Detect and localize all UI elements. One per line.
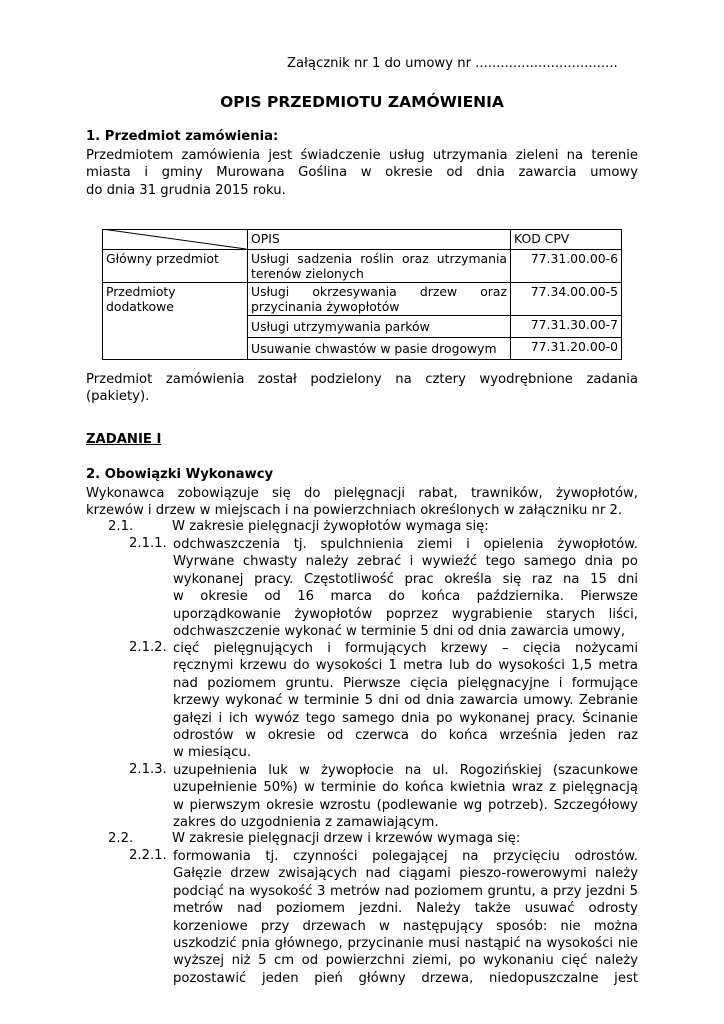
text-line: formowania tj. czynności polegającej na przycięciu odrostów.: [173, 849, 638, 864]
text-line: krzewy wykonać w terminie 5 dni od dnia zawarcia umowy. Zebranie: [173, 693, 638, 709]
table-cell-kod: 77.34.00.00-5: [511, 283, 622, 316]
item-2-1-3-body: [173, 762, 638, 832]
text-line: odchwaszczenia tj. spulchnienia ziemi i opielenia żywopłotów.: [173, 537, 638, 552]
split-paragraph: [86, 371, 638, 406]
table-row: [103, 250, 622, 283]
text-line: odrostów w okresie od czerwca do końca września jeden raz: [173, 728, 638, 744]
section-2-intro: [86, 485, 638, 520]
text-line: gałęzi i ich wywóz tego samego dnia po wykonanej pracy. Ścinanie: [173, 710, 638, 726]
item-number: 2.2.: [108, 831, 134, 846]
cell-line: przycinania żywopłotów: [251, 299, 400, 314]
item-number: 2.1.: [108, 519, 134, 534]
document-title: OPIS PRZEDMIOTU ZAMÓWIENIA: [220, 93, 504, 111]
text-line: uzupełnienie 50%) w terminie do końca kwietnia wraz z pielęgnacją: [173, 780, 638, 796]
item-2-1-2-body: [173, 640, 638, 762]
text-line: wykonanej pracy. Częstotliwość prac określa się raz na 15 dni: [173, 571, 638, 587]
text-line: odchwaszczenie wykonać w terminie 5 dni od dnia zawarcia umowy,: [173, 624, 626, 640]
text-line: (pakiety).: [86, 389, 150, 405]
table-cell-opis: [248, 283, 511, 316]
text-line: zakres do uzgodnienia z zamawiającym.: [173, 815, 439, 831]
text-line: nad poziomem gruntu. Pierwsze cięcia pielęgnacyjne i formujące: [173, 675, 638, 691]
corner-diagonal-line: [102, 229, 246, 249]
item-number: 2.1.1.: [129, 536, 167, 551]
text-line: miasta i gminy Murowana Goślina w okresie od dnia zawarcia umowy: [86, 165, 638, 181]
text-line: cięć pielęgnujących i formujących krzewy – cięcia nożycami: [173, 641, 638, 656]
text-line: uporządkowanie żywopłotów poprzez wygrabienie starych liści,: [173, 606, 638, 622]
cell-line: Usługi okrzesywania drzew oraz: [251, 284, 507, 299]
item-number: 2.2.1.: [129, 848, 167, 863]
item-number: 2.1.2.: [129, 640, 167, 655]
row-label-extra: Przedmioty dodatkowe: [103, 283, 248, 360]
table-header-opis: OPIS: [248, 230, 511, 250]
text-line: krzewów i drzew w miejscach i na powierzchniach określonych w załączniku nr 2.: [86, 503, 623, 519]
table-header-kod: KOD CPV: [511, 230, 622, 250]
item-text: W zakresie pielęgnacji drzew i krzewów wymaga się:: [172, 831, 521, 846]
text-line: w pierwszym okresie wzrostu (podlewanie wg potrzeb). Szczegółowy: [173, 797, 638, 813]
text-line: korzeniowe przy drzewach w następujący sposób: nie można: [173, 918, 638, 934]
text-line: ręcznymi krzewu do wysokości 1 metra lub do wysokości 1,5 metra: [173, 658, 638, 674]
text-line: do dnia 31 grudnia 2015 roku.: [86, 182, 286, 198]
table-cell-opis: Usuwanie chwastów w pasie drogowym: [248, 338, 511, 360]
text-line: Wykonawca zobowiązuje się do pielęgnacji rabat, trawników, żywopłotów,: [86, 486, 638, 501]
section-1-heading: 1. Przedmiot zamówienia:: [86, 129, 279, 144]
text-line: Przedmiotem zamówienia jest świadczenie usług utrzymania zieleni na terenie: [86, 148, 638, 163]
text-line: wyższej niż 5 cm od powierzchni ziemi, po wykonaniu cięć należy: [173, 953, 638, 969]
item-2-2-1-body: [173, 848, 638, 987]
text-line: w miesiącu.: [173, 745, 252, 761]
cell-line: terenów zielonych: [251, 266, 364, 281]
item-text: W zakresie pielęgnacji żywopłotów wymaga się:: [172, 519, 489, 534]
table-cell-kod: 77.31.00.00-6: [511, 250, 622, 283]
text-line: Wyrwane chwasty należy zebrać i wywieźć tego samego dnia po: [173, 554, 638, 570]
text-line: pozostawić jeden pień główny drzewa, niedopuszczalne jest: [173, 970, 638, 986]
text-line: uszkodzić pnia głównego, przycinanie musi nastąpić na wysokości nie: [173, 936, 638, 952]
text-line: metrów nad poziomem jezdni. Należy także usuwać odrosty: [173, 901, 638, 917]
text-line: w okresie od 16 marca do końca października. Pierwsze: [173, 589, 638, 605]
table-cell-opis: Usługi utrzymywania parków: [248, 316, 511, 338]
cell-line: Usługi sadzenia roślin oraz utrzymania: [251, 251, 507, 266]
section-1-body: [86, 147, 638, 199]
table-cell-opis: [248, 250, 511, 283]
table-cell-kod: 77.31.20.00-0: [511, 338, 622, 360]
section-2-heading: 2. Obowiązki Wykonawcy: [86, 467, 274, 482]
text-line: Gałęzie drzew zwisających nad ciągami pieszo-rowerowymi należy: [173, 866, 638, 882]
item-number: 2.1.3.: [129, 762, 167, 777]
zadanie-heading: ZADANIE I: [86, 432, 162, 447]
text-line: uzupełnienia luk w żywopłocie na ul. Rogozińskiej (szacunkowe: [173, 763, 638, 778]
table-cell-kod: 77.31.30.00-7: [511, 316, 622, 338]
table-row: [103, 283, 622, 316]
text-line: podciąć na wysokość 3 metrów nad poziomem gruntu, a przy jezdni 5: [173, 883, 638, 899]
row-label-main: Główny przedmiot: [103, 250, 248, 283]
text-line: Przedmiot zamówienia został podzielony na cztery wyodrębnione zadania: [86, 372, 638, 387]
annex-reference: Załącznik nr 1 do umowy nr ..................................: [287, 56, 618, 71]
item-2-1-1-body: [173, 536, 638, 640]
